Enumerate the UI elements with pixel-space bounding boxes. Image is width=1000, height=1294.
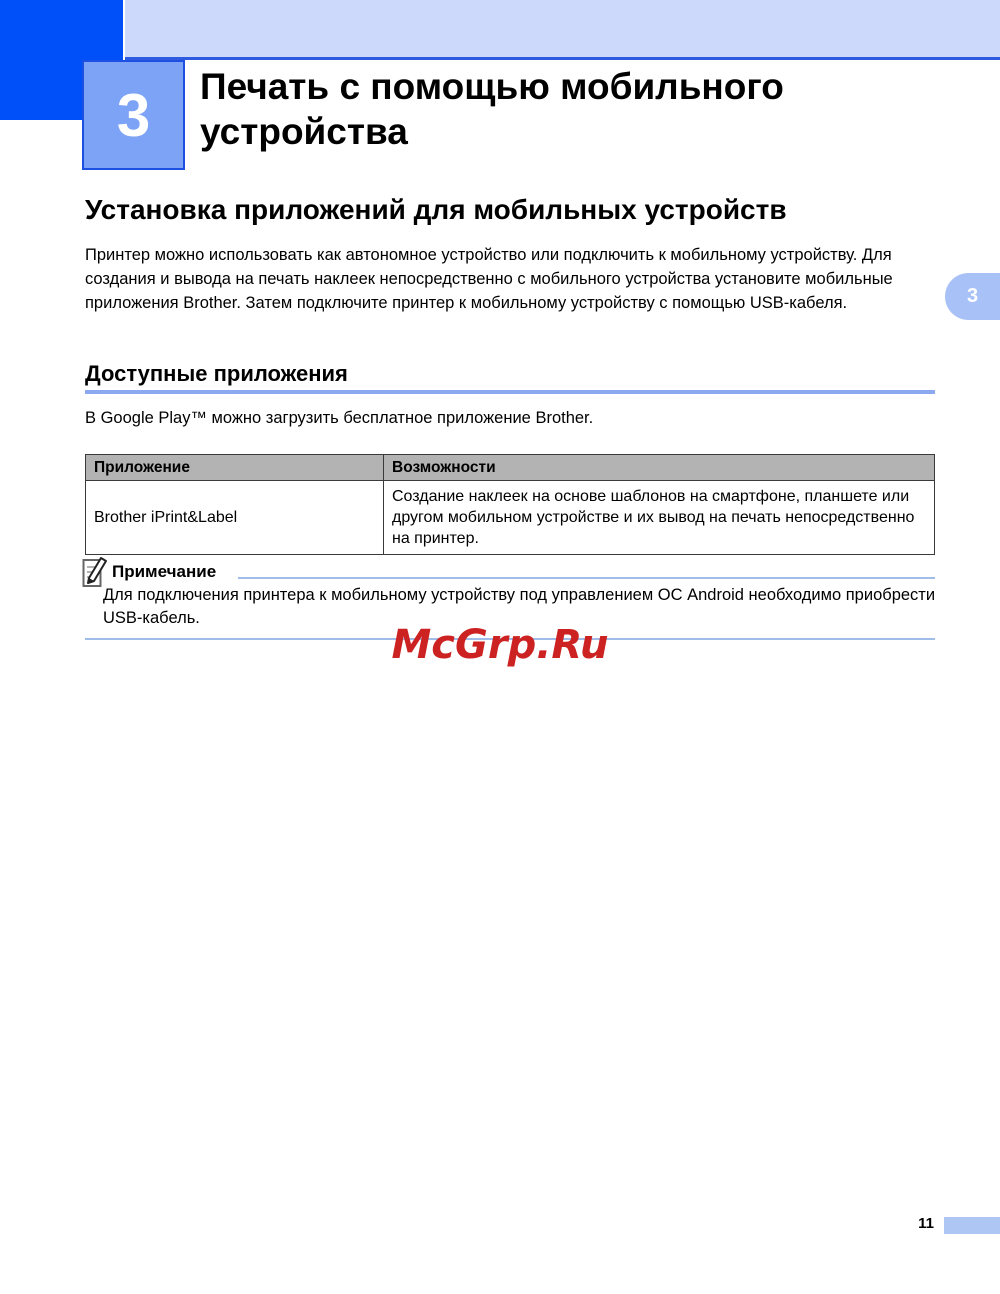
chapter-number: 3: [116, 81, 151, 149]
section-heading-install-apps: Установка приложений для мобильных устройств: [85, 194, 787, 225]
install-section-paragraph: Принтер можно использовать как автономное устройство или подключить к мобильному устройству. Для создания и вывода на печать наклеек непосредственно с мобильного устройства установите мобильные приложения Brother. Затем подключите принтер к мобильному устройству с помощью USB-кабеля.: [85, 246, 893, 312]
apps-table: [85, 454, 935, 555]
note-label-rule: [238, 577, 935, 579]
top-band: [125, 0, 1000, 60]
watermark-mcgrp: McGrp.Ru: [391, 622, 609, 668]
apps-table-cell-app: Brother iPrint&Label: [86, 481, 384, 555]
chapter-title-line2: устройства: [200, 111, 408, 152]
apps-table-cell-features: Создание наклеек на основе шаблонов на смартфоне, планшете или другом мобильном устройстве и их вывод на печать непосредственно на принтер.: [384, 481, 935, 555]
note-text: Для подключения принтера к мобильному устройству под управлением ОС Android необходимо приобрести USB-кабель.: [103, 586, 936, 627]
subsection-heading-available-apps: Доступные приложения: [85, 361, 348, 386]
apps-table-header-features: Возможности: [384, 455, 935, 481]
page-number: 11: [918, 1215, 934, 1232]
chapter-title-line1: Печать с помощью мобильного: [200, 66, 784, 107]
side-chapter-tab-label: 3: [966, 285, 979, 307]
footer-accent-bar: [944, 1217, 1000, 1234]
table-row: [86, 481, 935, 555]
chapter-number-box: [82, 60, 185, 170]
side-chapter-tab: [945, 273, 1000, 320]
subsection-underline: [85, 390, 935, 394]
note-label: Примечание: [112, 562, 217, 581]
apps-table-header-row: [86, 455, 935, 481]
chapter-title: [200, 64, 980, 154]
apps-table-header-app: Приложение: [86, 455, 384, 481]
google-play-intro: В Google Play™ можно загрузить бесплатное приложение Brother.: [85, 409, 594, 427]
